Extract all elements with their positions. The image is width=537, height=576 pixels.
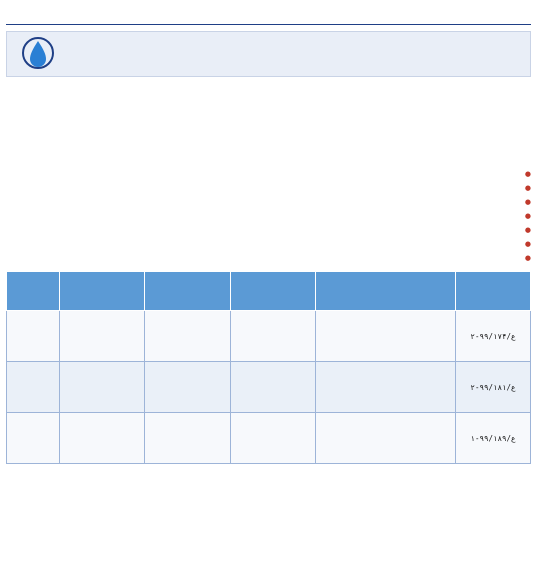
table-row xyxy=(7,413,531,464)
conditions-list xyxy=(6,167,531,265)
cell-time xyxy=(7,413,60,464)
condition-item xyxy=(6,209,531,223)
condition-item xyxy=(6,195,531,209)
condition-item xyxy=(6,167,531,181)
cell-guarantee xyxy=(60,413,145,464)
cell-tender-no: ع/۹۹/۱۸۹-۱ xyxy=(456,413,531,464)
condition-item xyxy=(6,237,531,251)
footer-line xyxy=(6,483,531,496)
table-row xyxy=(7,362,531,413)
condition-item xyxy=(6,251,531,265)
footer-notes xyxy=(6,470,531,522)
cell-estimate xyxy=(145,413,230,464)
col-time xyxy=(7,272,60,311)
cell-guarantee xyxy=(60,362,145,413)
cell-tender-no: ع/۹۹/۱۷۴-۲ xyxy=(456,311,531,362)
cell-guarantee xyxy=(60,311,145,362)
tender-table xyxy=(6,271,531,464)
cell-description xyxy=(316,311,456,362)
cell-setad-no xyxy=(230,362,315,413)
cell-tender-no: ع/۹۹/۱۸۱-۲ xyxy=(456,362,531,413)
table-header-row xyxy=(7,272,531,311)
col-tender-no xyxy=(456,272,531,311)
col-estimate xyxy=(145,272,230,311)
company-logo-icon xyxy=(15,35,61,73)
notice-body xyxy=(6,83,531,163)
cell-description xyxy=(316,362,456,413)
condition-item xyxy=(6,223,531,237)
col-description xyxy=(316,272,456,311)
cell-time xyxy=(7,311,60,362)
cell-description xyxy=(316,413,456,464)
top-bar xyxy=(6,4,531,25)
cell-estimate xyxy=(145,362,230,413)
condition-item xyxy=(6,181,531,195)
footer-line xyxy=(6,509,531,522)
cell-time xyxy=(7,362,60,413)
footer-line xyxy=(6,496,531,509)
table-row xyxy=(7,311,531,362)
title-band xyxy=(6,31,531,77)
footer-line xyxy=(6,470,531,483)
cell-setad-no xyxy=(230,413,315,464)
col-guarantee xyxy=(60,272,145,311)
cell-estimate xyxy=(145,311,230,362)
cell-setad-no xyxy=(230,311,315,362)
col-setad-no xyxy=(230,272,315,311)
